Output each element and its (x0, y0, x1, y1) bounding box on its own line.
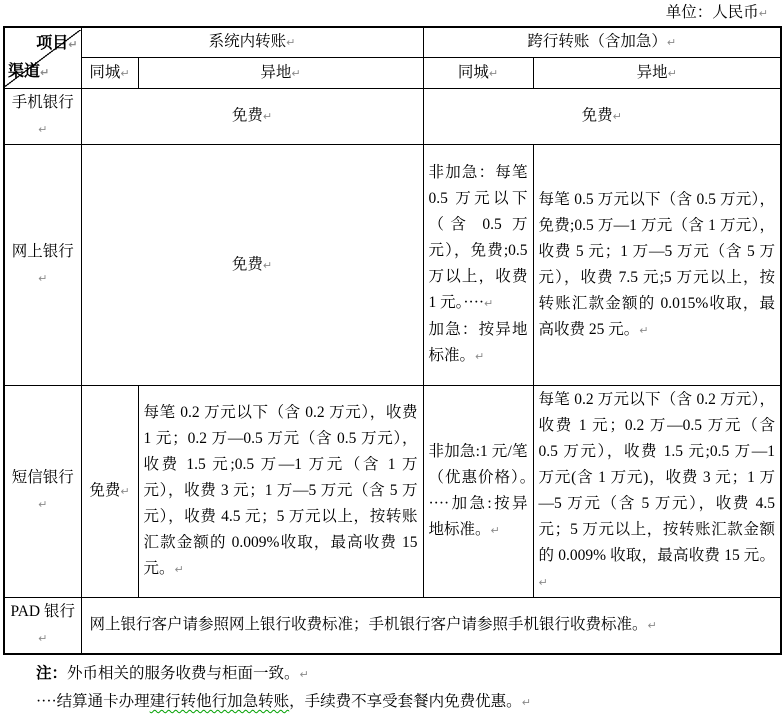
paragraph-mark: ↵ (286, 36, 296, 49)
paragraph-mark: ↵ (38, 123, 48, 136)
paragraph-mark: ↵ (38, 498, 48, 511)
row-label-sms: 短信银行↵ (4, 386, 81, 598)
corner-bottom-label: 渠道↵ (8, 62, 50, 80)
footnotes (0, 655, 782, 716)
paragraph-mark: ↵ (484, 297, 494, 310)
paragraph-mark: ↵ (174, 563, 184, 576)
paragraph-mark: ↵ (291, 66, 301, 80)
row-label-online: 网上银行↵ (4, 145, 81, 386)
sub-header-inter-local: 同城↵ (423, 58, 533, 89)
paragraph-mark: ↵ (538, 576, 548, 589)
sms-intra-local-cell: 免费↵ (81, 386, 138, 598)
paragraph-mark: ↵ (38, 632, 48, 645)
paragraph-mark: ↵ (488, 66, 499, 80)
paragraph-mark: ↵ (758, 7, 768, 20)
sms-inter-local-cell: 非加急:1 元/笔（优惠价格）。····加急:按异地标准。↵ (423, 386, 533, 598)
spellcheck-squiggle-text: 建行转他行加急转账 (149, 693, 290, 710)
row-label-mobile: 手机银行↵ (4, 89, 81, 145)
unit-label: 单位：人民币↵ (665, 4, 768, 21)
sms-inter-remote-cell: 每笔 0.2 万元以下（含 0.2 万元），收费 1 元；0.2 万—0.5 万元（含 0.5 万元），收费 1.5 元;0.5 万—1 万元(含 1 万元)，收费 3 元；1 万—5 万元（含 5 万元），收费 4.5 元；5 万元以上，按转账汇款金额的 0.009% 收取，最高收费 15 元。↵ (533, 386, 781, 598)
paragraph-mark: ↵ (299, 668, 309, 681)
paragraph-mark: ↵ (475, 350, 485, 363)
paragraph-mark: ↵ (667, 66, 677, 80)
sms-intra-remote-cell: 每笔 0.2 万元以下（含 0.2 万元），收费 1 元；0.2 万—0.5 万元（含 0.5 万元），收费 1.5 元;0.5 万—1 万元（含 1 万元），收费 3 元；1 万—5 万元（含 5 万元），收费 4.5 元；5 万元以上，按转账汇款金额的 0.009%收取，最高收费 15 元。↵ (138, 386, 423, 598)
paragraph-mark: ↵ (262, 110, 273, 123)
header-row-sub (4, 58, 781, 89)
online-intra-fee-cell: 免费↵ (81, 145, 423, 386)
paragraph-mark: ↵ (639, 323, 649, 337)
row-label-pad: PAD 银行↵ (4, 598, 81, 655)
mobile-inter-fee-cell: 免费↵ (423, 89, 781, 145)
diagonal-divider (5, 30, 81, 87)
row-pad-banking (4, 598, 781, 655)
group-header-inter-bank: 跨行转账（含加急）↵ (423, 27, 781, 58)
paragraph-mark: ↵ (38, 271, 48, 285)
paragraph-mark: ↵ (612, 110, 622, 123)
sub-header-intra-local: 同城↵ (81, 58, 138, 89)
paragraph-mark: ↵ (120, 485, 130, 498)
note-line-2: ····结算通卡办理建行转他行加急转账，手续费不享受套餐内免费优惠。↵ (36, 693, 531, 710)
header-row-groups (4, 27, 781, 58)
paragraph-mark: ↵ (262, 258, 273, 272)
corner-top-label: 项目↵ (36, 34, 78, 52)
paragraph-mark: ↵ (40, 65, 50, 79)
row-online-banking (4, 145, 781, 386)
online-inter-local-cell: 非加急：每笔 0.5 万元以下（含 0.5 万元），免费;0.5 万以上，收费 1 元。····↵ 加急：按异地标准。↵ (423, 145, 533, 386)
group-header-intra-system: 系统内转账↵ (81, 27, 423, 58)
paragraph-mark: ↵ (521, 696, 531, 709)
mobile-intra-fee-cell: 免费↵ (81, 89, 423, 145)
paragraph-mark: ↵ (120, 66, 130, 80)
fee-table (3, 26, 782, 655)
row-mobile-banking (4, 89, 781, 145)
paragraph-mark: ↵ (68, 37, 78, 51)
note-label: 注： (36, 665, 68, 682)
paragraph-mark: ↵ (490, 524, 500, 537)
pad-content-cell: 网上银行客户请参照网上银行收费标准；手机银行客户请参照手机银行收费标准。↵ (81, 598, 781, 655)
row-sms-banking (4, 386, 781, 598)
sub-header-inter-remote: 异地↵ (533, 58, 781, 89)
sub-header-intra-remote: 异地↵ (138, 58, 423, 89)
paragraph-mark: ↵ (647, 619, 657, 632)
corner-cell (4, 27, 81, 89)
paragraph-mark: ↵ (666, 36, 677, 49)
online-inter-remote-cell: 每笔 0.5 万元以下（含 0.5 万元），免费;0.5 万—1 万元（含 1 万元），收费 5 元；1 万—5 万元（含 5 万元），收费 7.5 元;5 万元以上，按转账汇款金额的 0.015%收取，最高收费 25 元。↵ (533, 145, 781, 386)
note-line-1: 注：外币相关的服务收费与柜面一致。↵ (36, 665, 309, 682)
